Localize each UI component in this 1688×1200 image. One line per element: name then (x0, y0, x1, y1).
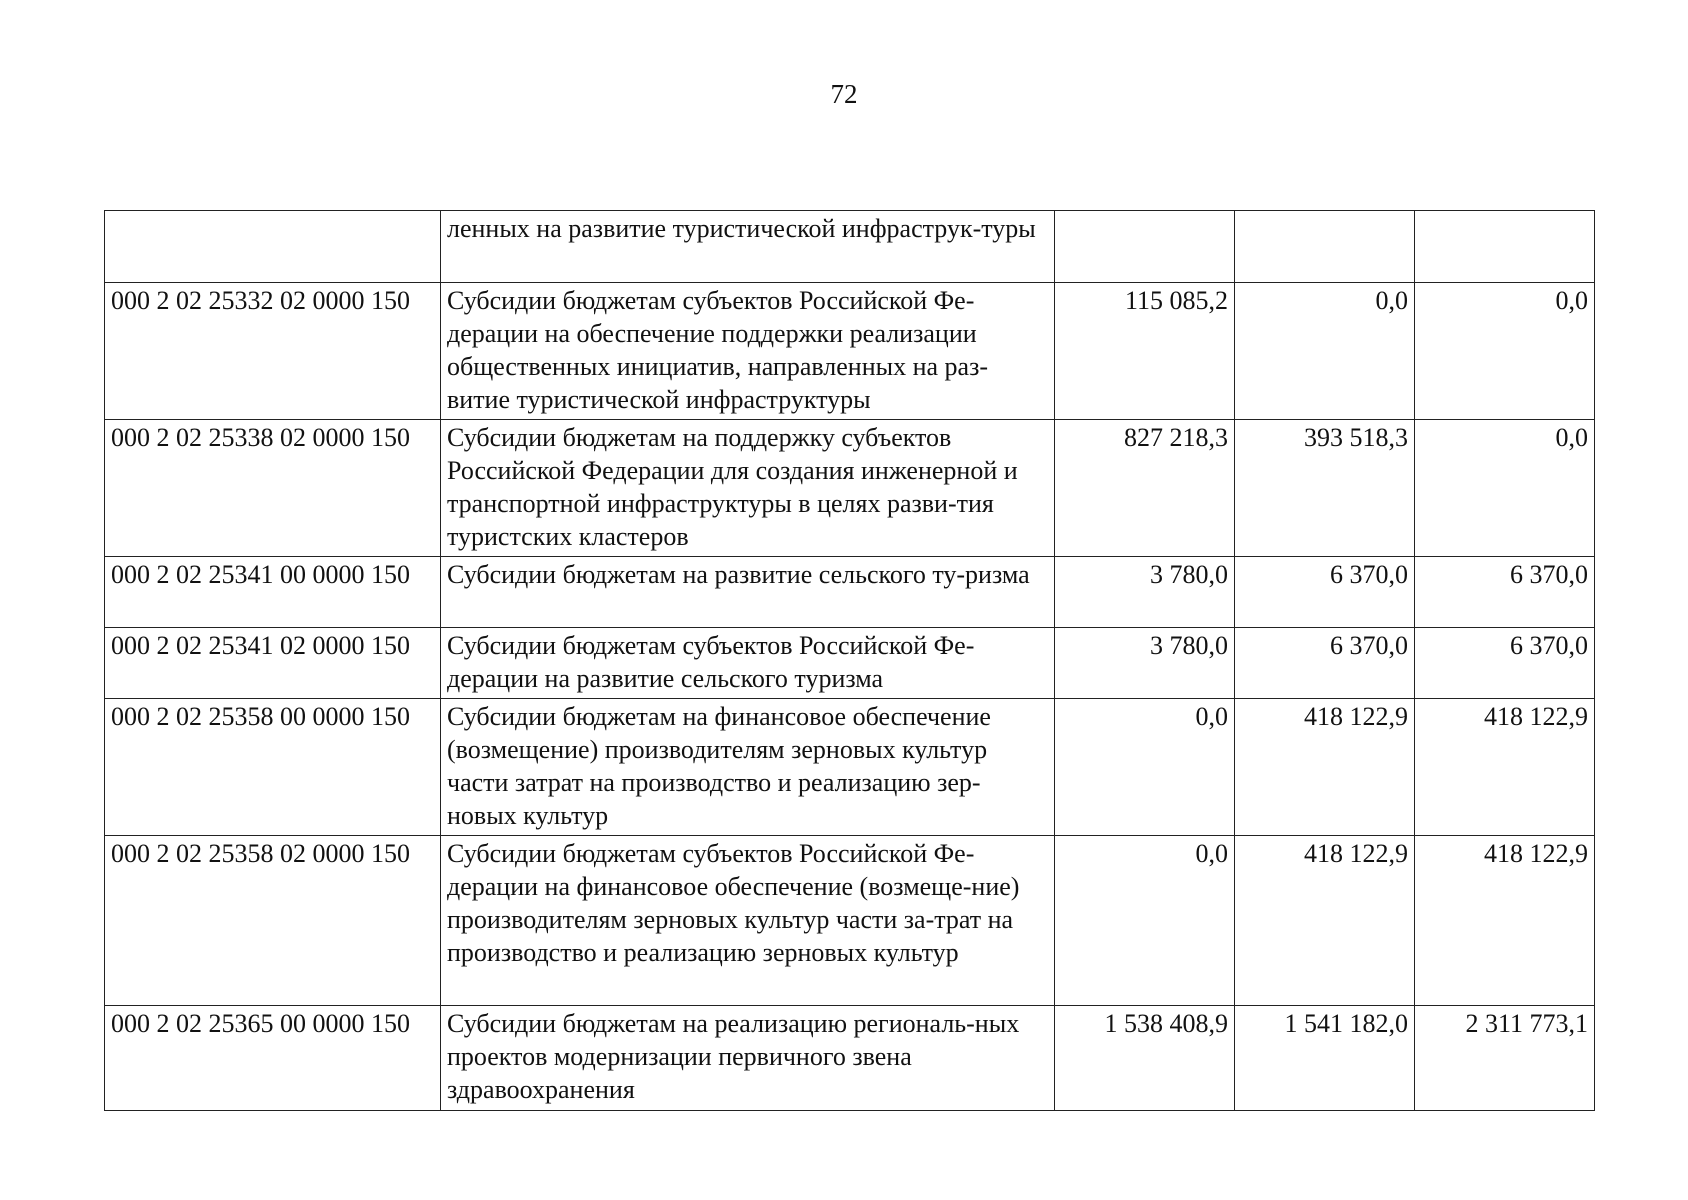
budget-code-cell: 000 2 02 25341 02 0000 150 (105, 628, 441, 699)
table-row (105, 420, 1595, 557)
amount-cell-2 (1235, 211, 1415, 283)
amount-cell-3: 0,0 (1415, 420, 1595, 557)
amount-cell-3: 418 122,9 (1415, 699, 1595, 836)
amount-cell-2: 418 122,9 (1235, 699, 1415, 836)
table-row (105, 557, 1595, 628)
amount-cell-2: 393 518,3 (1235, 420, 1415, 557)
budget-code-cell: 000 2 02 25338 02 0000 150 (105, 420, 441, 557)
item-name-cell: Субсидии бюджетам на реализацию региональ-ных проектов модернизации первичного звена здравоохранения (441, 1006, 1055, 1111)
amount-cell-1: 0,0 (1055, 699, 1235, 836)
amount-cell-3: 6 370,0 (1415, 628, 1595, 699)
amount-cell-3: 6 370,0 (1415, 557, 1595, 628)
amount-cell-1: 3 780,0 (1055, 628, 1235, 699)
amount-cell-2: 1 541 182,0 (1235, 1006, 1415, 1111)
amount-cell-3: 0,0 (1415, 283, 1595, 420)
budget-code-cell: 000 2 02 25341 00 0000 150 (105, 557, 441, 628)
amount-cell-2: 6 370,0 (1235, 557, 1415, 628)
amount-cell-2: 418 122,9 (1235, 836, 1415, 1006)
item-name-cell: Субсидии бюджетам на финансовое обеспечение (возмещение) производителям зерновых культур части затрат на производство и реализацию зер-новых культур (441, 699, 1055, 836)
table-row (105, 211, 1595, 283)
item-name-cell: ленных на развитие туристической инфраструк-туры (441, 211, 1055, 283)
amount-cell-1: 827 218,3 (1055, 420, 1235, 557)
table-row (105, 628, 1595, 699)
amount-cell-2: 6 370,0 (1235, 628, 1415, 699)
budget-code-cell: 000 2 02 25358 02 0000 150 (105, 836, 441, 1006)
item-name-cell: Субсидии бюджетам субъектов Российской Фе-дерации на финансовое обеспечение (возмеще-ние) производителям зерновых культур части за-трат на производство и реализацию зерновых культур (441, 836, 1055, 1006)
amount-cell-3: 418 122,9 (1415, 836, 1595, 1006)
amount-cell-1: 1 538 408,9 (1055, 1006, 1235, 1111)
table-row (105, 699, 1595, 836)
budget-code-cell: 000 2 02 25332 02 0000 150 (105, 283, 441, 420)
amount-cell-1 (1055, 211, 1235, 283)
amount-cell-1: 0,0 (1055, 836, 1235, 1006)
table-row (105, 836, 1595, 1006)
amount-cell-1: 115 085,2 (1055, 283, 1235, 420)
item-name-cell: Субсидии бюджетам на поддержку субъектов Российской Федерации для создания инженерной и транспортной инфраструктуры в целях разви-тия туристских кластеров (441, 420, 1055, 557)
amount-cell-3 (1415, 211, 1595, 283)
amount-cell-1: 3 780,0 (1055, 557, 1235, 628)
item-name-cell: Субсидии бюджетам субъектов Российской Фе-дерации на развитие сельского туризма (441, 628, 1055, 699)
amount-cell-2: 0,0 (1235, 283, 1415, 420)
budget-table (104, 210, 1595, 1111)
item-name-cell: Субсидии бюджетам на развитие сельского ту-ризма (441, 557, 1055, 628)
budget-code-cell (105, 211, 441, 283)
amount-cell-3: 2 311 773,1 (1415, 1006, 1595, 1111)
budget-code-cell: 000 2 02 25365 00 0000 150 (105, 1006, 441, 1111)
budget-code-cell: 000 2 02 25358 00 0000 150 (105, 699, 441, 836)
page-number: 72 (830, 79, 858, 109)
item-name-cell: Субсидии бюджетам субъектов Российской Фе-дерации на обеспечение поддержки реализации общественных инициатив, направленных на раз-витие туристической инфраструктуры (441, 283, 1055, 420)
table-row (105, 1006, 1595, 1111)
table-row (105, 283, 1595, 420)
